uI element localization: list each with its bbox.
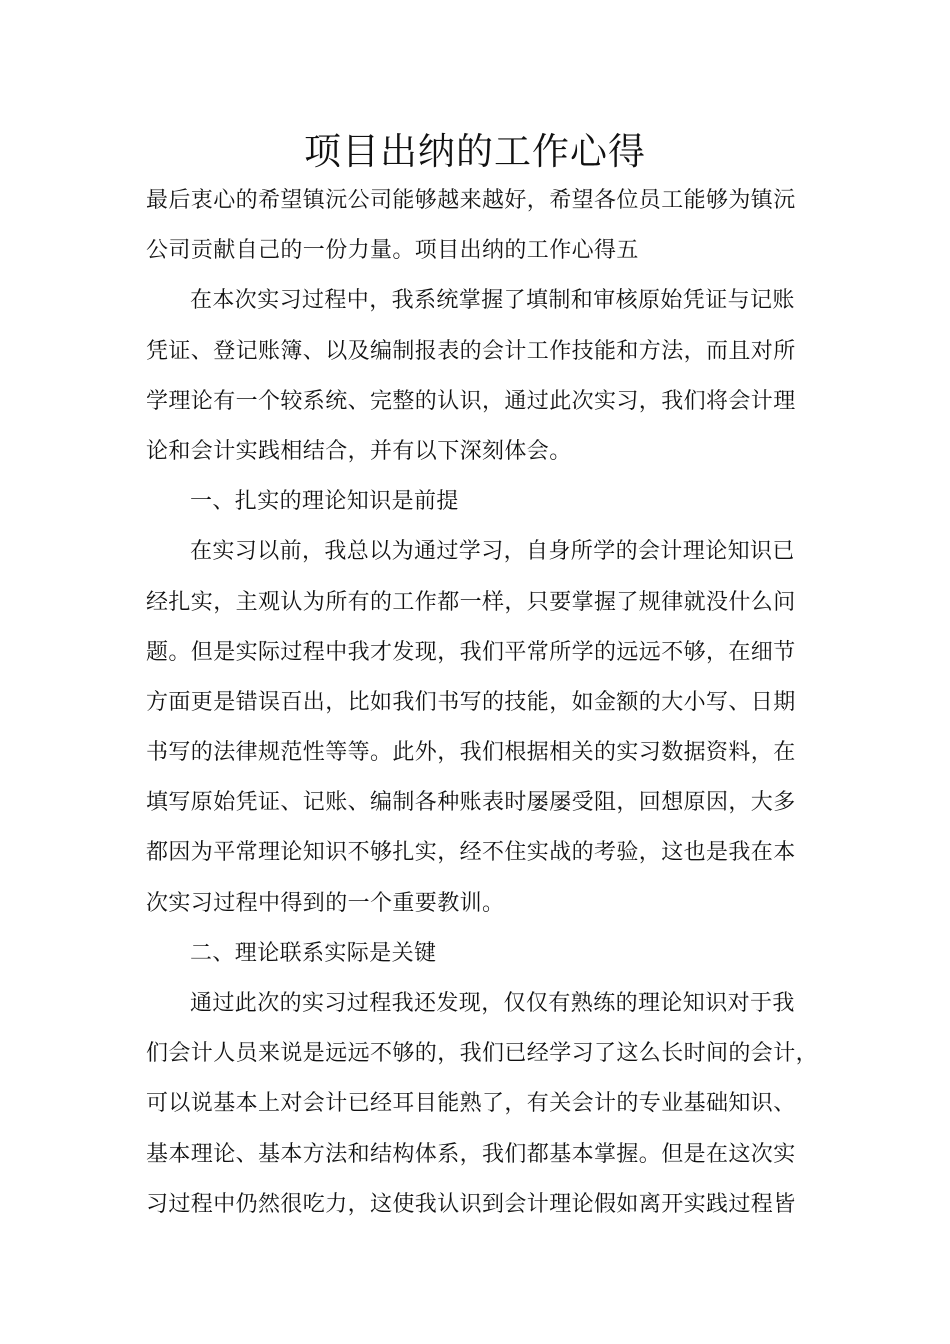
document-title: 项目出纳的工作心得 bbox=[304, 130, 646, 173]
text-line-20: 基本理论、基本方法和结构体系，我们都基本掌握。但是在这次实 bbox=[146, 1141, 796, 1167]
document-body bbox=[146, 176, 822, 1230]
section-heading-2: 二、理论联系实际是关键 bbox=[190, 940, 437, 966]
text-line-19: 可以说基本上对会计已经耳目能熟了，有关会计的专业基础知识、 bbox=[146, 1091, 796, 1117]
text-line-17: 通过此次的实习过程我还发现，仅仅有熟练的理论知识对于我 bbox=[190, 991, 795, 1016]
text-line-14: 都因为平常理论知识不够扎实，经不住实战的考验，这也是我在本 bbox=[146, 840, 796, 866]
text-line-1: 最后衷心的希望镇沅公司能够越来越好，希望各位员工能够为镇沅 bbox=[146, 188, 796, 213]
text-line-15: 次实习过程中得到的一个重要教训。 bbox=[146, 890, 505, 916]
text-line-4: 凭证、登记账簿、以及编制报表的会计工作技能和方法，而且对所 bbox=[146, 338, 796, 364]
text-line-5: 学理论有一个较系统、完整的认识，通过此次实习，我们将会计理 bbox=[146, 388, 796, 414]
section-heading-1: 一、扎实的理论知识是前提 bbox=[190, 489, 459, 515]
text-line-21: 习过程中仍然很吃力，这使我认识到会计理论假如离开实践过程皆 bbox=[146, 1191, 796, 1217]
text-line-12: 书写的法律规范性等等。此外，我们根据相关的实习数据资料，在 bbox=[146, 740, 796, 766]
text-line-2: 公司贡献自己的一份力量。项目出纳的工作心得五 bbox=[146, 238, 639, 264]
text-line-13: 填写原始凭证、记账、编制各种账表时屡屡受阻，回想原因，大多 bbox=[146, 790, 796, 816]
text-line-9: 经扎实，主观认为所有的工作都一样，只要掌握了规律就没什么问 bbox=[146, 589, 796, 615]
text-line-3: 在本次实习过程中，我系统掌握了填制和审核原始凭证与记账 bbox=[190, 288, 795, 314]
text-line-10: 题。但是实际过程中我才发现，我们平常所学的远远不够，在细节 bbox=[146, 639, 796, 665]
text-line-11: 方面更是错误百出，比如我们书写的技能，如金额的大小写、日期 bbox=[146, 689, 796, 715]
text-line-18: 们会计人员来说是远远不够的，我们已经学习了这么长时间的会计， bbox=[146, 1041, 819, 1067]
text-line-8: 在实习以前，我总以为通过学习，自身所学的会计理论知识已 bbox=[190, 539, 795, 565]
text-line-6: 论和会计实践相结合，并有以下深刻体会。 bbox=[146, 438, 572, 464]
